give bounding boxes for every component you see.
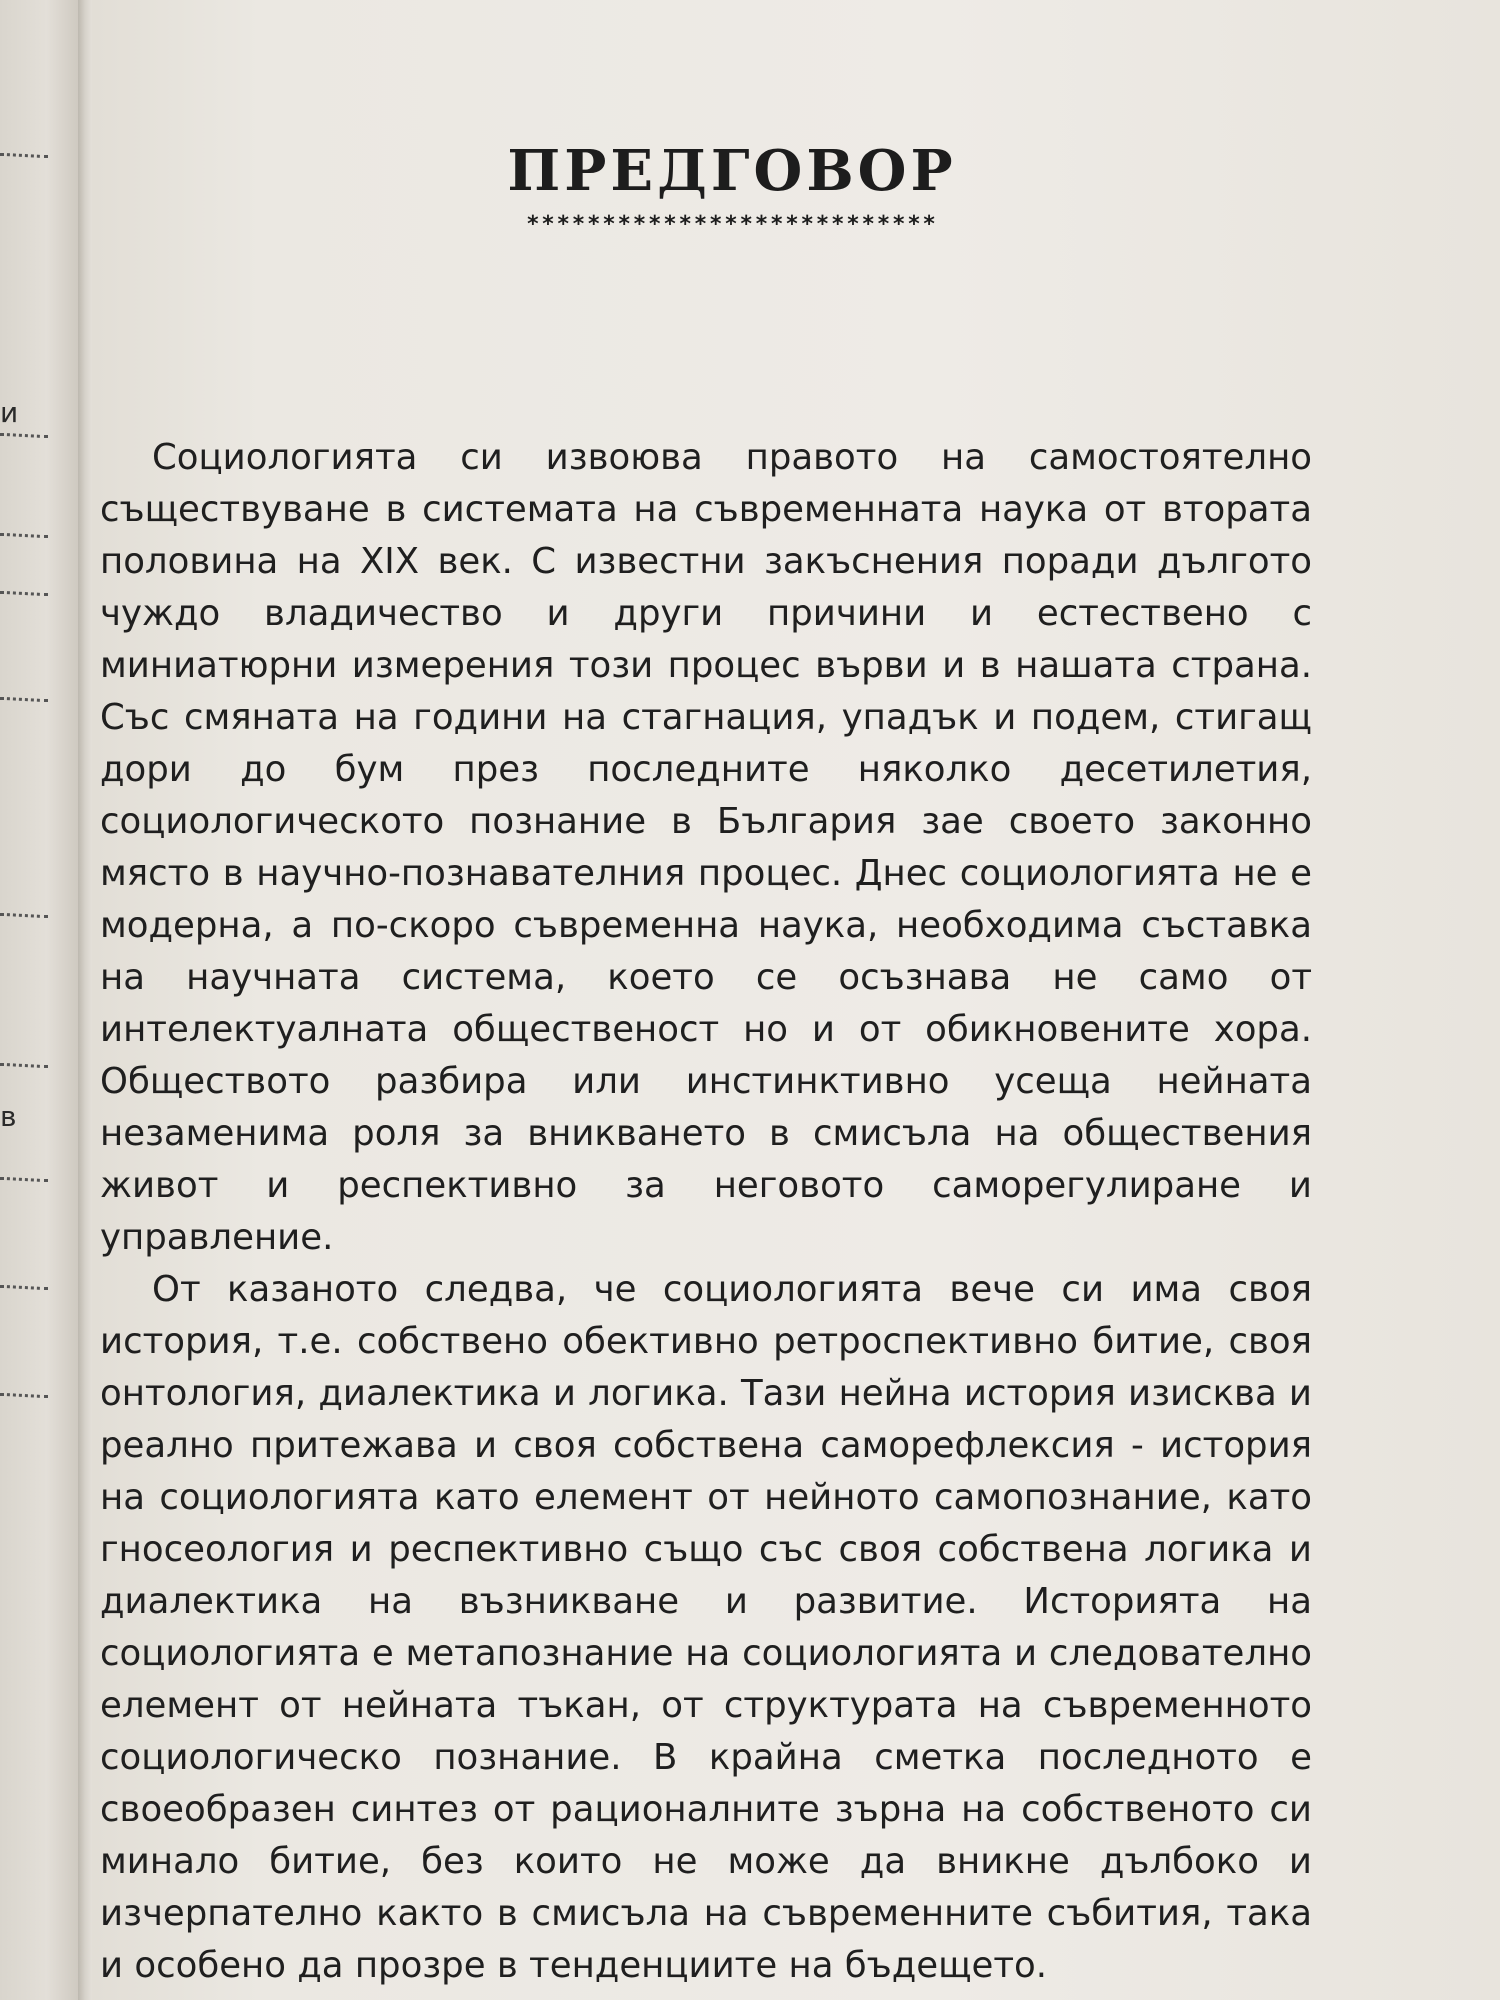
adjacent-page-dots: [0, 587, 48, 597]
adjacent-page-dots: [0, 149, 48, 159]
adjacent-page-dots: [0, 429, 48, 439]
page-title: ПРЕДГОВОР: [507, 138, 957, 204]
adjacent-page-dots: [0, 1281, 48, 1291]
paragraph: От казаното следва, че социологията вече си има своя история, т.е. собствено обективно ретроспективно битие, своя онтология, диалектика и логика. Тази нейна история изисква и реално притежава и своя собствена саморефлексия - история на социологията като елемент от нейното самопознание, като гносеология и респективно също със своя собствена логика и диалектика на възникване и развитие. Историята на социологията е метапознание на социологията и следователно елемент от нейната тъкан, от структурата на съвременното социологическо познание. В крайна сметка последното е своеобразен синтез от рационалните зърна на собственото си минало битие, без които не може да вникне дълбоко и изчерпателно както в смисъла на съвременните събития, така и особено да прозре в тенденциите на бъдещето.: [100, 1269, 1312, 1986]
adjacent-page-edge: [0, 0, 78, 2000]
adjacent-page-dots: [0, 909, 48, 919]
adjacent-page-fragment: и: [0, 396, 19, 429]
adjacent-page-dots: [0, 1389, 48, 1399]
adjacent-page-dots: [0, 529, 48, 539]
title-ornament: ***************************: [526, 212, 938, 237]
paragraph: Социологията си извоюва правото на самостоятелно съществуване в системата на съвременната наука от втората половина на XIX век. С известни закъснения поради дългото чуждо владичество и други причини и естествено с миниатюрни измерения този процес върви и в нашата страна. Със смяната на години на стагнация, упадък и подем, стигащ дори до бум през последните няколко десетилетия, социологическото познание в България зае своето законно място в научно-познавателния процес. Днес социологията не е модерна, а по-скоро съвременна наука, необходима съставка на научната система, което се осъзнава не само от интелектуалната общественост но и от обикновените хора. Обществото разбира или инстинктивно усеща нейната незаменима роля за вникването в смисъла на обществения живот и респективно за неговото саморегулиране и управление.: [100, 437, 1312, 1258]
adjacent-page-dots: [0, 1173, 48, 1183]
book-page: [92, 0, 1500, 2000]
adjacent-page-dots: [0, 693, 48, 703]
adjacent-page-fragment: в: [0, 1100, 17, 1133]
adjacent-page-dots: [0, 1059, 48, 1069]
book-gutter: [78, 0, 92, 2000]
body-text: [100, 432, 1312, 1992]
